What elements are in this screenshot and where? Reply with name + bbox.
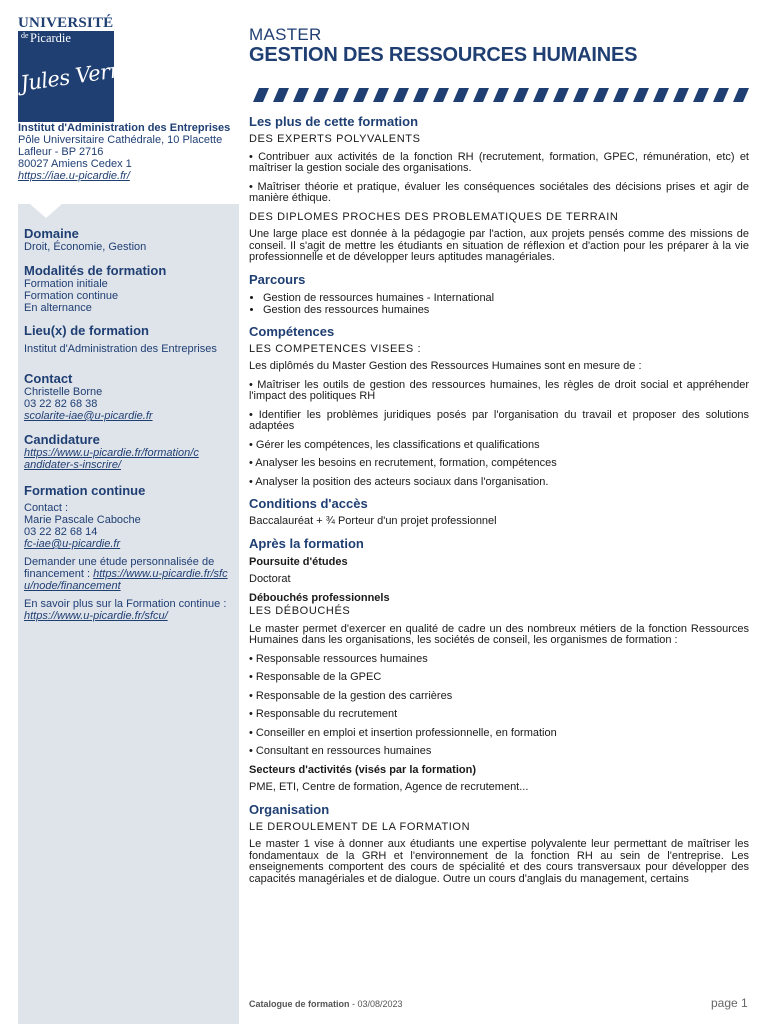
contact-email-link[interactable]: scolarite-iae@u-picardie.fr — [24, 410, 153, 422]
main-content — [249, 25, 749, 885]
debouche-item: • Responsable de la gestion des carrières — [249, 689, 453, 702]
fc-contact-label: Contact : — [24, 502, 69, 514]
list-item: • Gestion des ressources humaines — [263, 304, 749, 316]
institute-block — [18, 122, 239, 182]
fc-etude-text: Demander une étude personnalisée de financement : — [24, 556, 215, 580]
competence-item: • Analyser les besoins en recrutement, formation, compétences — [249, 457, 557, 469]
contact-heading: Contact — [24, 371, 73, 386]
secteurs-heading: Secteurs d'activités (visés par la formation) — [249, 763, 476, 776]
plus-paragraph: • Contribuer aux activités de la fonction RH (recrutement, formation, GPEC, rémunération, etc) et maîtriser la gestion sociale des organisations. — [249, 150, 749, 174]
poursuite-heading: Poursuite d'études — [249, 555, 348, 568]
footer-catalogue — [249, 999, 403, 1009]
institute-website-link[interactable]: https://iae.u-picardie.fr/ — [18, 170, 130, 182]
plus-paragraph: Une large place est donnée à la pédagogie par l'action, aux projets pensés comme des missions de conseil. Il s'agit de mettre les étudiants en situation de réflexion et d'action pour les préparer à la vie professionnelle et de développer leurs aptitudes managériales. — [249, 228, 749, 263]
decorative-stripe-bar — [249, 88, 749, 102]
page-title: GESTION DES RESSOURCES HUMAINES — [249, 44, 638, 66]
fc-email-link[interactable]: fc-iae@u-picardie.fr — [24, 538, 121, 550]
conditions-heading: Conditions d'accès — [249, 496, 368, 511]
parcours-list — [249, 292, 749, 316]
institute-address-line: Lafleur - BP 2716 — [18, 146, 104, 158]
conditions-text: Baccalauréat + ¾ Porteur d'un projet professionnel — [249, 515, 497, 527]
candidature-heading: Candidature — [24, 432, 100, 447]
plus-paragraph: • Maîtriser théorie et pratique, évaluer les conséquences sociétales des décisions prises et agir de manière éthique. — [249, 180, 749, 204]
sidebar — [18, 0, 239, 1024]
competences-intro: Les diplômés du Master Gestion des Ressources Humaines sont en mesure de : — [249, 360, 642, 372]
lieux-text: Institut d'Administration des Entreprises — [24, 343, 217, 355]
institute-address-line: 80027 Amiens Cedex 1 — [18, 158, 132, 170]
apres-heading: Après la formation — [249, 535, 364, 551]
modalites-heading: Modalités de formation — [24, 263, 167, 278]
contact-name: Christelle Borne — [24, 386, 103, 398]
competence-item: • Identifier les problèmes juridiques posés par l'organisation du travail et proposer des solutions adaptées — [249, 408, 749, 432]
organisation-subheading: LE DEROULEMENT DE LA FORMATION — [249, 820, 471, 833]
debouches-subheading: LES DÉBOUCHÉS — [249, 605, 351, 617]
footer-separator: - — [349, 999, 358, 1009]
debouche-item: • Responsable du recrutement — [249, 708, 398, 720]
debouche-item: • Responsable de la GPEC — [249, 671, 382, 683]
footer-catalogue-label: Catalogue de formation — [249, 999, 350, 1009]
lieux-heading: Lieu(x) de formation — [24, 323, 149, 338]
logo-box — [18, 31, 136, 122]
institute-name: Institut d'Administration des Entreprises — [18, 122, 231, 134]
competence-item: • Gérer les compétences, les classifications et qualifications — [249, 438, 540, 451]
document-body — [249, 114, 749, 892]
contact-phone: 03 22 82 68 38 — [24, 398, 98, 410]
plus-subheading-1: DES EXPERTS POLYVALENTS — [249, 133, 421, 145]
competence-item: • Maîtriser les outils de gestion des ressources humaines, les règles de droit social et appréhender l'impact des politiques RH — [249, 378, 749, 402]
poursuite-text: Doctorat — [249, 573, 291, 585]
fc-etude-block — [24, 556, 234, 592]
sidebar-content — [24, 226, 234, 622]
fc-savoir-link[interactable]: https://www.u-picardie.fr/sfcu/ — [24, 610, 168, 622]
domaine-heading: Domaine — [24, 226, 79, 241]
degree-kicker: MASTER — [249, 25, 322, 44]
page-number: page 1 — [711, 996, 748, 1010]
organisation-text: Le master 1 vise à donner aux étudiants une expertise polyvalente leur permettant de maîtriser les fondamentaux de la GRH et l'environnement de la fonction RH au sein de l'entreprise. Les enseignements comportent des cours de spécialité et des cours transversaux pour développer des capacités managériales et de dialogue. Outre un cours d'anglais du management, certains — [249, 838, 749, 885]
formation-continue-heading: Formation continue — [24, 483, 146, 498]
candidature-link[interactable]: https://www.u-picardie.fr/formation/candidater-s-inscrire/ — [24, 447, 199, 471]
fc-savoir-block — [24, 598, 234, 622]
competences-heading: Compétences — [249, 323, 335, 339]
secteurs-text: PME, ETI, Centre de formation, Agence de recrutement... — [249, 781, 529, 793]
debouche-item: • Responsable ressources humaines — [249, 652, 428, 665]
debouches-heading: Débouchés professionnels — [249, 591, 390, 604]
logo-picardie-text: Picardie — [30, 31, 71, 45]
list-item: • Gestion de ressources humaines - International — [263, 292, 749, 304]
modalite-item: Formation continue — [24, 290, 119, 302]
domaine-text: Droit, Économie, Gestion — [24, 241, 147, 253]
university-logo[interactable] — [18, 15, 136, 122]
sidebar-notch — [18, 204, 239, 218]
institute-address-line: Pôle Universitaire Cathédrale, 10 Placette — [18, 134, 223, 146]
logo-university-text: UNIVERSITÉ — [18, 15, 114, 31]
fc-contact-name: Marie Pascale Caboche — [24, 514, 141, 526]
modalite-item: Formation initiale — [24, 278, 108, 290]
competences-subheading: LES COMPETENCES VISEES : — [249, 342, 422, 355]
fc-contact-phone: 03 22 82 68 14 — [24, 526, 98, 538]
logo-signature: Jules Verne — [18, 56, 136, 96]
logo-de-text: de — [21, 31, 29, 40]
fc-etude-link[interactable]: https://www.u-picardie.fr/sfcu/node/financement — [24, 568, 228, 592]
plus-subheading-2: DES DIPLOMES PROCHES DES PROBLEMATIQUES DE TERRAIN — [249, 210, 619, 223]
competence-item: • Analyser la position des acteurs sociaux dans l'organisation. — [249, 475, 549, 488]
debouches-intro: Le master permet d'exercer en qualité de cadre un des nombreux métiers de la fonction Ressources Humaines dans les organisations, les sociétés de conseil, les organismes de formation : — [249, 622, 749, 646]
debouche-item: • Consultant en ressources humaines — [249, 745, 432, 757]
footer-date: 03/08/2023 — [357, 999, 403, 1009]
fc-savoir-text: En savoir plus sur la Formation continue : — [24, 598, 227, 610]
debouche-item: • Conseiller en emploi et insertion professionnelle, en formation — [249, 726, 557, 739]
modalite-item: En alternance — [24, 302, 92, 314]
plus-heading: Les plus de cette formation — [249, 114, 419, 129]
parcours-heading: Parcours — [249, 271, 306, 287]
organisation-heading: Organisation — [249, 801, 330, 817]
